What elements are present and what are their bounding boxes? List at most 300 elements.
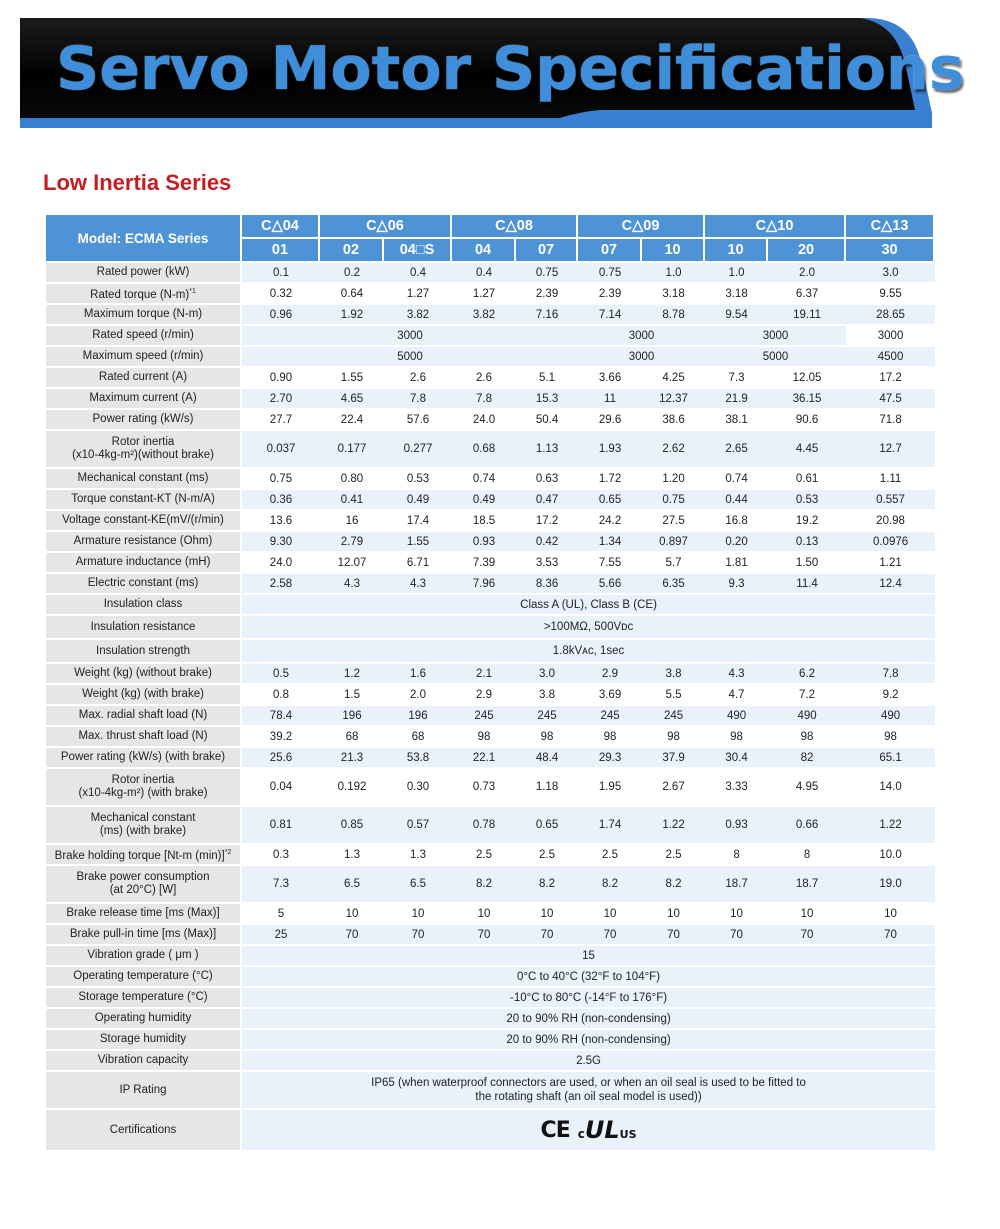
- group-header: C△08: [452, 215, 578, 239]
- cell-value: 3.0: [539, 667, 556, 680]
- cell-value: 0.63: [535, 472, 559, 485]
- table-cell: [320, 769, 384, 807]
- table-row: [46, 967, 935, 988]
- row-label-text: Mechanical constant (ms): [77, 472, 209, 484]
- cell-value: 13.6: [269, 514, 293, 527]
- row-label: [46, 326, 242, 347]
- table-cell: [768, 807, 846, 845]
- table-cell: [642, 284, 705, 305]
- table-cell: [578, 368, 642, 389]
- cell-value: 12.07: [337, 556, 367, 569]
- table-cell: [242, 532, 320, 553]
- table-cell: [242, 988, 935, 1009]
- row-label-text: Operating temperature (°C): [73, 970, 213, 982]
- cell-value: 70: [667, 928, 680, 941]
- cell-value: 196: [408, 709, 428, 722]
- table-row: [46, 664, 935, 685]
- table-cell: [452, 511, 516, 532]
- cell-value: 5.5: [665, 688, 682, 701]
- title-banner: [20, 18, 965, 128]
- table-cell: [384, 553, 452, 574]
- table-row: [46, 1030, 935, 1051]
- table-cell: [578, 574, 642, 595]
- table-cell: [384, 925, 452, 946]
- cell-value: 0.53: [795, 493, 819, 506]
- table-cell: [642, 511, 705, 532]
- cell-value: 2.5: [602, 848, 619, 861]
- table-cell: [384, 807, 452, 845]
- cell-value: 11: [604, 392, 616, 405]
- table-cell: [846, 490, 935, 511]
- table-cell: [705, 431, 768, 469]
- cell-value: 1.95: [598, 781, 622, 793]
- cell-value: 98: [730, 730, 743, 743]
- row-label-text: Brake power consumption: [76, 871, 210, 883]
- cell-value: 12.05: [792, 371, 822, 384]
- row-label-text: Vibration capacity: [97, 1054, 189, 1066]
- table-row: [46, 685, 935, 706]
- cell-value: 6.37: [795, 287, 819, 300]
- cell-value: 27.5: [662, 514, 685, 527]
- cell-value: 36.15: [792, 392, 822, 405]
- cell-value: 8.2: [539, 878, 556, 890]
- cell-value: 3.66: [598, 371, 622, 384]
- cell-value: 57.6: [406, 413, 430, 426]
- table-cell: [516, 431, 578, 469]
- table-cell: [516, 553, 578, 574]
- table-cell: [452, 904, 516, 925]
- cell-value: 2.0: [410, 688, 426, 701]
- table-cell: [516, 769, 578, 807]
- table-cell: [578, 347, 705, 368]
- cell-value: 0.13: [795, 535, 819, 548]
- row-label-text: Power rating (kW/s): [92, 413, 194, 425]
- cell-value: 0.44: [725, 493, 748, 506]
- table-row: [46, 904, 935, 925]
- table-cell: [242, 595, 935, 616]
- cell-value: 10: [730, 907, 743, 920]
- table-cell: [578, 925, 642, 946]
- table-cell: [768, 431, 846, 469]
- row-label-text: Brake release time [ms (Max)]: [66, 907, 220, 919]
- cell-value: 11.4: [796, 577, 818, 590]
- cell-value: 245: [663, 709, 684, 722]
- row-label: [46, 727, 242, 748]
- table-cell: [578, 326, 705, 347]
- cell-value: 3.33: [725, 781, 748, 793]
- table-cell: [242, 640, 935, 664]
- table-cell: [578, 389, 642, 410]
- cell-value: 7.96: [472, 577, 496, 590]
- cell-value: 98: [477, 730, 491, 743]
- cell-value: 17.2: [879, 371, 902, 384]
- cell-value: 70: [477, 928, 491, 941]
- cell-value: 0.8: [273, 688, 289, 701]
- table-cell: [516, 490, 578, 511]
- cell-value: 6.71: [406, 556, 430, 569]
- cell-value: 7.2: [799, 688, 816, 701]
- cell-value: 2.39: [535, 287, 559, 300]
- cell-value: 7.3: [728, 371, 745, 384]
- cell-value: 15: [582, 949, 595, 962]
- cell-value: 0.64: [340, 287, 364, 300]
- table-cell: [578, 431, 642, 469]
- table-cell: [846, 727, 935, 748]
- cell-value: 70: [345, 928, 359, 941]
- table-cell: [452, 553, 516, 574]
- cell-value: 25.6: [269, 751, 293, 764]
- table-cell: [768, 748, 846, 769]
- row-label: [46, 946, 242, 967]
- cell-value: 2.39: [598, 287, 622, 300]
- table-cell: [846, 263, 935, 284]
- cell-value: 0.73: [472, 781, 496, 793]
- cell-value: 490: [880, 709, 901, 722]
- row-label-line2: (ms) (with brake): [99, 825, 187, 837]
- table-cell: [642, 925, 705, 946]
- cell-value: 0.96: [269, 308, 293, 321]
- table-cell: [320, 469, 384, 490]
- cell-value: 2.1: [476, 667, 493, 680]
- row-label: [46, 685, 242, 706]
- cell-value: 38.1: [725, 413, 748, 426]
- cell-value: 0.0976: [872, 535, 909, 548]
- sub-header: 02: [320, 239, 384, 263]
- row-label: [46, 389, 242, 410]
- sub-header: 10: [642, 239, 705, 263]
- cell-value: 12.37: [659, 392, 688, 405]
- table-cell: [452, 284, 516, 305]
- cell-value: 68: [411, 730, 425, 743]
- cell-value: 2.62: [662, 443, 685, 455]
- table-cell: [242, 845, 320, 866]
- table-cell: [516, 807, 578, 845]
- table-cell: [452, 706, 516, 727]
- table-cell: [242, 1051, 935, 1072]
- table-cell: [846, 706, 935, 727]
- row-label-text: Vibration grade ( μm ): [87, 949, 199, 961]
- row-label: [46, 490, 242, 511]
- table-cell: [242, 511, 320, 532]
- table-cell: [578, 490, 642, 511]
- row-label: [46, 1110, 242, 1152]
- cell-value: 70: [800, 928, 814, 941]
- ce-mark-icon: CE: [540, 1117, 570, 1143]
- cell-value: 7.39: [472, 556, 496, 569]
- table-row: [46, 263, 935, 284]
- cell-value: 1.93: [598, 443, 622, 455]
- cell-value: 48.4: [535, 751, 559, 764]
- cell-value: 4500: [877, 350, 904, 363]
- table-cell: [642, 532, 705, 553]
- table-cell: [516, 685, 578, 706]
- cell-value: 8: [733, 848, 740, 861]
- cell-value: 1.6: [410, 667, 426, 680]
- cell-value: 47.5: [879, 392, 902, 405]
- row-label-text: Operating humidity: [94, 1012, 192, 1024]
- cell-value: 0.81: [269, 819, 293, 831]
- cell-value: 0.93: [472, 535, 496, 548]
- table-cell: [642, 727, 705, 748]
- table-row: [46, 347, 935, 368]
- cell-value: 0.897: [659, 535, 688, 548]
- table-cell: [642, 769, 705, 807]
- cell-value: 1.81: [725, 556, 748, 569]
- row-label: [46, 595, 242, 616]
- cell-value: 1.22: [662, 819, 685, 831]
- table-cell: [705, 368, 768, 389]
- cell-value: 70: [884, 928, 897, 941]
- table-cell: [384, 904, 452, 925]
- table-cell: [452, 664, 516, 685]
- table-row: [46, 368, 935, 389]
- cell-value: 1.8kVᴀᴄ, 1sec: [552, 645, 625, 657]
- cell-value: 245: [537, 709, 557, 722]
- cell-value: 0°C to 40°C (32°F to 104°F): [517, 970, 661, 983]
- table-cell: [242, 389, 320, 410]
- row-label: [46, 925, 242, 946]
- group-header: C△09: [578, 215, 705, 239]
- table-cell: [242, 946, 935, 967]
- cell-value: 1.34: [598, 535, 622, 548]
- table-cell: [846, 389, 935, 410]
- table-row: [46, 532, 935, 553]
- table-cell: [516, 748, 578, 769]
- table-cell: [846, 748, 935, 769]
- table-cell: [705, 574, 768, 595]
- table-cell: [516, 664, 578, 685]
- row-label: [46, 769, 242, 807]
- table-cell: [242, 748, 320, 769]
- row-label-text: Weight (kg) (without brake): [74, 667, 212, 679]
- table-cell: [384, 410, 452, 431]
- cell-value: 8.36: [535, 577, 559, 590]
- cell-value: 3000: [628, 329, 655, 342]
- table-row: [46, 511, 935, 532]
- table-cell: [578, 284, 642, 305]
- table-cell: [242, 706, 320, 727]
- cul-us-mark-icon: cULUS: [577, 1116, 637, 1144]
- table-cell: [384, 727, 452, 748]
- table-cell: [452, 769, 516, 807]
- table-row: [46, 305, 935, 326]
- group-header: C△06: [320, 215, 452, 239]
- cell-value: 1.11: [879, 472, 902, 485]
- cell-value: 0.75: [535, 266, 559, 279]
- table-cell: [242, 553, 320, 574]
- cell-value: 0.66: [795, 819, 819, 831]
- table-cell: [320, 727, 384, 748]
- row-label-text: Rotor inertia: [111, 436, 175, 448]
- cell-value: 4.25: [662, 371, 685, 384]
- cell-value: 3000: [397, 329, 423, 342]
- table-row: [46, 925, 935, 946]
- cell-value: 7.8: [410, 392, 426, 405]
- table-cell: [768, 263, 846, 284]
- cell-value: 3.0: [882, 266, 899, 279]
- table-cell: [642, 866, 705, 904]
- footnote-marker: *2: [224, 849, 232, 857]
- table-cell: [516, 469, 578, 490]
- row-label-text: Rated current (A): [98, 371, 188, 383]
- cell-value: 8.2: [602, 878, 619, 890]
- table-cell: [452, 727, 516, 748]
- table-cell: [242, 284, 320, 305]
- cell-value: 71.8: [879, 413, 902, 426]
- cell-value: 0.53: [406, 472, 430, 485]
- cell-value: 98: [800, 730, 814, 743]
- row-label: [46, 574, 242, 595]
- table-cell: [242, 807, 320, 845]
- cell-value: 0.277: [403, 443, 433, 455]
- cell-value: 5.1: [539, 371, 556, 384]
- sub-header: 10: [705, 239, 768, 263]
- cert-logos: [541, 1116, 637, 1144]
- cell-value: 0.65: [535, 819, 559, 831]
- cell-value: 6.5: [344, 878, 360, 890]
- sub-header: 30: [846, 239, 935, 263]
- table-cell: [705, 706, 768, 727]
- table-cell: [320, 305, 384, 326]
- table-cell: [642, 574, 705, 595]
- table-cell: [320, 410, 384, 431]
- row-label: [46, 368, 242, 389]
- table-cell: [384, 305, 452, 326]
- cell-value: 2.58: [269, 577, 293, 590]
- table-cell: [768, 284, 846, 305]
- group-header: C△04: [242, 215, 320, 239]
- row-label: [46, 511, 242, 532]
- cell-value: 5000: [397, 350, 423, 363]
- table-cell: [384, 431, 452, 469]
- cell-value: 0.42: [535, 535, 559, 548]
- table-cell: [705, 845, 768, 866]
- table-cell: [242, 866, 320, 904]
- table-row: [46, 1051, 935, 1072]
- table-cell: [320, 904, 384, 925]
- table-row: [46, 988, 935, 1009]
- cell-value: 0.177: [337, 443, 367, 455]
- table-cell: [578, 866, 642, 904]
- table-cell: [384, 532, 452, 553]
- table-cell: [320, 685, 384, 706]
- row-label-text: Electric constant (ms): [87, 577, 199, 589]
- table-cell: [578, 553, 642, 574]
- table-cell: [846, 769, 935, 807]
- cell-value: 0.74: [472, 472, 496, 485]
- cell-value: 15.3: [535, 392, 559, 405]
- table-cell: [242, 967, 935, 988]
- row-label: [46, 347, 242, 368]
- table-cell: [642, 368, 705, 389]
- table-cell: [320, 511, 384, 532]
- table-cell: [320, 664, 384, 685]
- table-cell: [846, 664, 935, 685]
- cell-value: 10: [345, 907, 359, 920]
- table-cell: [768, 866, 846, 904]
- cell-value: 4.65: [340, 392, 364, 405]
- table-cell: [452, 263, 516, 284]
- cell-value: 7.14: [598, 308, 622, 321]
- table-cell: [846, 553, 935, 574]
- table-row: [46, 469, 935, 490]
- cell-value: 27.7: [269, 413, 293, 426]
- table-cell: [384, 685, 452, 706]
- cell-value: 98: [667, 730, 680, 743]
- cell-value: 4.3: [410, 577, 426, 590]
- table-cell: [384, 664, 452, 685]
- sub-header: 20: [768, 239, 846, 263]
- cell-value: 98: [540, 730, 554, 743]
- cell-value: 7.16: [535, 308, 559, 321]
- table-row: [46, 595, 935, 616]
- table-cell: [452, 845, 516, 866]
- table-cell: [452, 925, 516, 946]
- row-label: [46, 988, 242, 1009]
- table-cell: [768, 925, 846, 946]
- table-row: [46, 1072, 935, 1110]
- cell-value: 9.2: [882, 688, 899, 701]
- sub-header: 07: [516, 239, 578, 263]
- row-label-text: Max. radial shaft load (N): [78, 709, 208, 721]
- cell-value: 0.4: [410, 266, 426, 279]
- row-label-text: Armature inductance (mH): [75, 556, 211, 568]
- table-cell: [846, 685, 935, 706]
- cell-value: 70: [730, 928, 743, 941]
- cell-value: 2.65: [725, 443, 748, 455]
- table-cell: [642, 469, 705, 490]
- cell-value: 18.5: [472, 514, 496, 527]
- row-label-text: Rotor inertia: [111, 774, 175, 786]
- table-row: [46, 431, 935, 469]
- row-label-text: Mechanical constant: [90, 812, 196, 824]
- table-cell: [705, 807, 768, 845]
- table-cell: [516, 368, 578, 389]
- table-cell: [705, 490, 768, 511]
- cell-value: 70: [603, 928, 617, 941]
- cell-value: 4.3: [728, 667, 745, 680]
- table-cell: [846, 574, 935, 595]
- cell-value: 490: [726, 709, 747, 722]
- table-cell: [384, 845, 452, 866]
- table-row: [46, 284, 935, 305]
- table-cell: [846, 431, 935, 469]
- table-cell: [705, 664, 768, 685]
- table-cell: [320, 553, 384, 574]
- cell-value: 0.80: [340, 472, 364, 485]
- cell-value: 0.49: [406, 493, 430, 506]
- cell-value: 6.2: [799, 667, 816, 680]
- cell-value: 3.18: [662, 287, 685, 300]
- table-row: [46, 866, 935, 904]
- row-label-text: Storage humidity: [99, 1033, 187, 1045]
- cell-value: 1.18: [535, 781, 559, 793]
- table-cell: [578, 305, 642, 326]
- cell-value: 2.5: [665, 848, 682, 861]
- table-cell: [242, 410, 320, 431]
- table-cell: [516, 511, 578, 532]
- cell-value: 0.61: [795, 472, 819, 485]
- row-label-line2: (at 20°C) [W]: [109, 884, 177, 896]
- cell-value: 1.55: [406, 535, 430, 548]
- row-label: [46, 1051, 242, 1072]
- cell-value: 19.2: [795, 514, 819, 527]
- table-cell: [384, 748, 452, 769]
- cell-value: 0.037: [266, 443, 296, 455]
- cell-value: 21.9: [725, 392, 748, 405]
- cell-value: 7.3: [273, 878, 289, 890]
- table-cell: [578, 532, 642, 553]
